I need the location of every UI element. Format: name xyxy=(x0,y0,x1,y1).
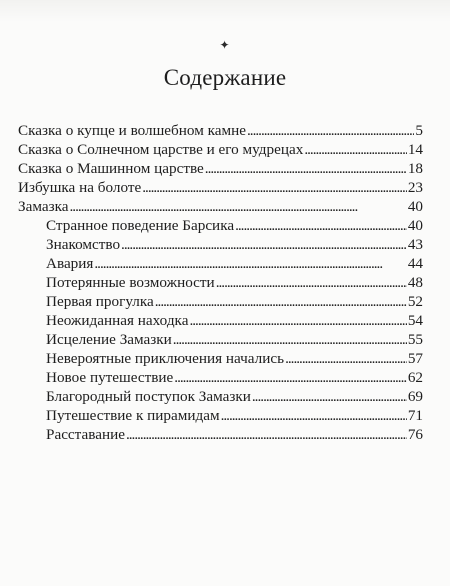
toc-dot-leader xyxy=(173,330,407,349)
toc-entry-title: Странное поведение Барсика xyxy=(46,217,235,234)
toc-page-number: 40 xyxy=(407,217,423,234)
toc-dot-leader xyxy=(205,159,407,178)
toc-entry xyxy=(18,140,423,159)
toc-entry-title: Невероятные приключения начались xyxy=(46,350,285,367)
toc-entry xyxy=(18,178,423,197)
toc-page-number: 76 xyxy=(407,426,423,443)
toc-entry-title: Сказка о Машинном царстве xyxy=(18,160,204,177)
toc-entry-title: Благородный поступок Замазки xyxy=(46,388,251,405)
toc-dot-leader xyxy=(247,121,414,140)
toc-entry xyxy=(18,121,423,140)
toc-entry xyxy=(18,159,423,178)
toc-page-number: 48 xyxy=(407,274,423,291)
toc-subentry xyxy=(18,368,423,387)
toc-subentry xyxy=(18,254,423,273)
toc-entry-title: Сказка о купце и волшебном камне xyxy=(18,122,246,139)
toc-entry-title: Новое путешествие xyxy=(46,369,174,386)
toc-dot-leader xyxy=(155,292,407,311)
toc-dot-leader xyxy=(121,235,407,254)
toc-entry-title: Первая прогулка xyxy=(46,293,154,310)
toc-page-number: 57 xyxy=(407,350,423,367)
toc-dot-leader xyxy=(189,311,406,330)
toc-entry-title: Авария xyxy=(46,255,94,272)
toc-page-number: 44 xyxy=(407,255,423,272)
table-of-contents xyxy=(18,121,423,444)
toc-dot-leader xyxy=(174,368,407,387)
toc-dot-leader xyxy=(221,406,407,425)
page-top-edge xyxy=(0,0,450,22)
toc-page-number: 18 xyxy=(407,160,423,177)
toc-entry-title: Расставание xyxy=(46,426,125,443)
toc-dot-leader xyxy=(235,216,407,235)
toc-page-number: 62 xyxy=(407,369,423,386)
toc-subentry xyxy=(18,387,423,406)
toc-page-number: 43 xyxy=(407,236,423,253)
toc-subentry xyxy=(18,216,423,235)
toc-subentry xyxy=(18,349,423,368)
toc-dot-leader xyxy=(216,273,407,292)
toc-page-number: 5 xyxy=(415,122,423,139)
toc-subentry xyxy=(18,292,423,311)
toc-entry-title: Сказка о Солнечном царстве и его мудрецах xyxy=(18,141,304,158)
toc-entry xyxy=(18,197,423,216)
toc-dot-leader xyxy=(304,140,407,159)
toc-entry-title: Неожиданная находка xyxy=(46,312,189,329)
toc-page-number: 71 xyxy=(407,407,423,424)
toc-subentry xyxy=(18,406,423,425)
toc-dot-leader xyxy=(142,178,407,197)
toc-page-number: 52 xyxy=(407,293,423,310)
toc-dot-leader xyxy=(252,387,407,406)
toc-page-number: 54 xyxy=(407,312,423,329)
toc-entry-title: Потерянные возможности xyxy=(46,274,215,291)
toc-page-number: 14 xyxy=(407,141,423,158)
toc-subentry xyxy=(18,273,423,292)
toc-dot-leader xyxy=(126,425,407,444)
toc-dot-leader xyxy=(285,349,407,368)
toc-dot-leader xyxy=(94,254,406,273)
contents-heading: Содержание xyxy=(163,65,287,90)
toc-subentry xyxy=(18,235,423,254)
toc-page-number: 23 xyxy=(407,179,423,196)
toc-subentry xyxy=(18,330,423,349)
toc-page-number: 40 xyxy=(407,198,423,215)
toc-entry-title: Избушка на болоте xyxy=(18,179,142,196)
toc-page-number: 55 xyxy=(407,331,423,348)
toc-subentry xyxy=(18,425,423,444)
diamond-ornament-icon: ✦ xyxy=(219,38,230,52)
toc-entry-title: Знакомство xyxy=(46,236,121,253)
toc-dot-leader xyxy=(70,197,407,216)
toc-entry-title: Замазка xyxy=(18,198,69,215)
toc-entry-title: Путешествие к пирамидам xyxy=(46,407,220,424)
toc-page-number: 69 xyxy=(407,388,423,405)
toc-entry-title: Исцеление Замазки xyxy=(46,331,172,348)
toc-subentry xyxy=(18,311,423,330)
